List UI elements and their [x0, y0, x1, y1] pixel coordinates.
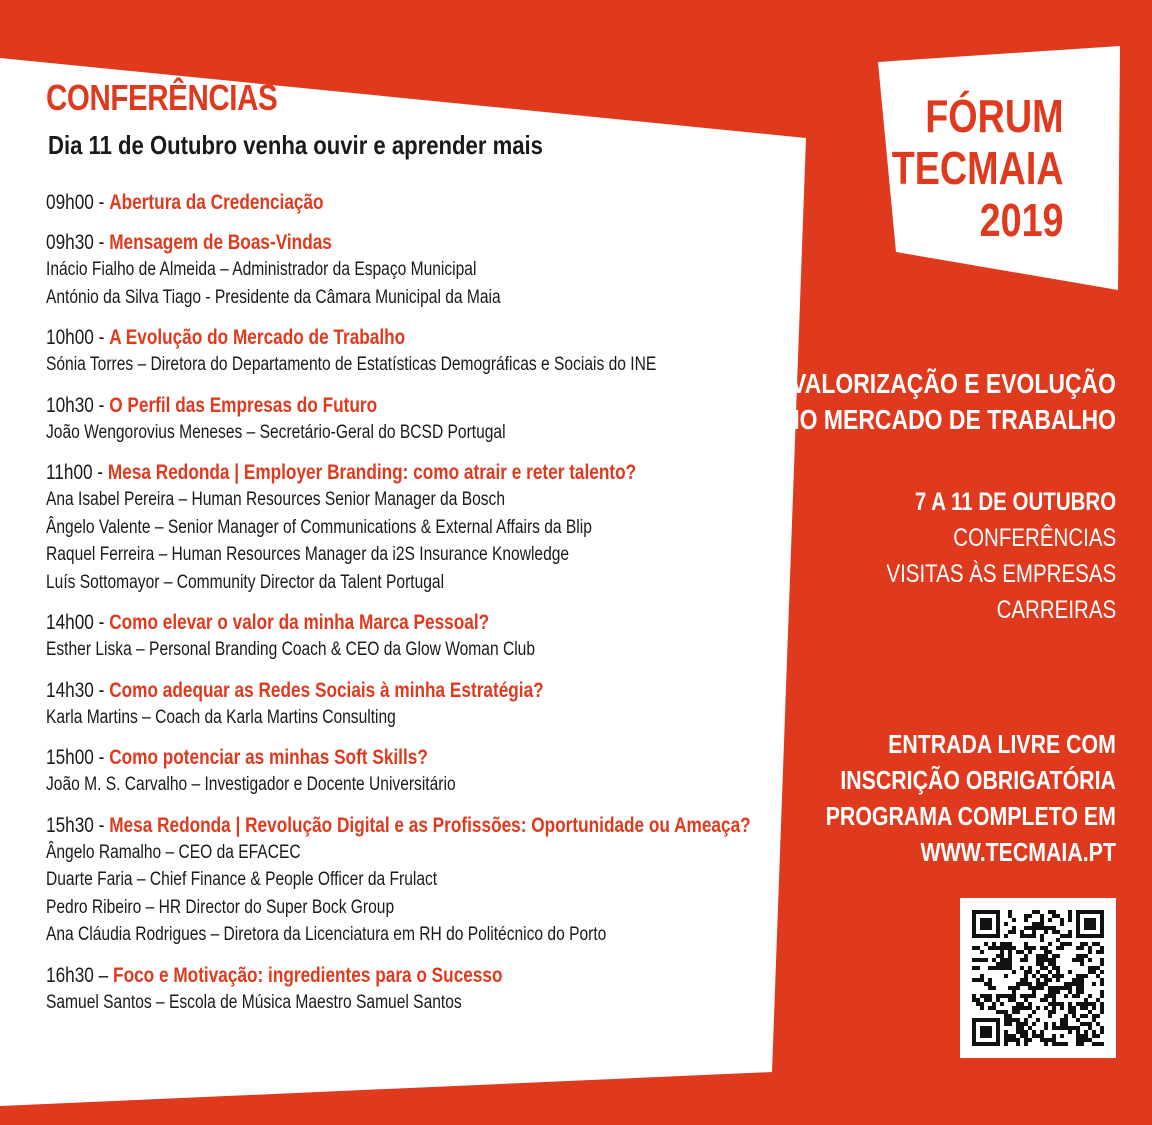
forum-title-line-2: TECMAIA: [892, 142, 1064, 194]
session-title: Mesa Redonda | Employer Branding: como atrair e reter talento?: [107, 461, 637, 484]
session-item: [46, 813, 806, 949]
theme-line-2: NO MERCADO DE TRABALHO: [783, 404, 1116, 435]
session-speaker: António da Silva Tiago - Presidente da Câmara Municipal da Maia: [46, 286, 501, 308]
session-title: Mensagem de Boas-Vindas: [109, 231, 332, 254]
session-heading: [46, 678, 669, 704]
session-time: 16h30: [46, 963, 94, 987]
dates-item-conferences: CONFERÊNCIAS: [953, 524, 1116, 552]
session-time: 10h00: [46, 326, 94, 349]
session-title: Abertura da Credenciação: [109, 191, 324, 214]
session-item: [46, 963, 806, 1017]
theme-line-1: VALORIZAÇÃO E EVOLUÇÃO: [791, 368, 1116, 399]
session-item: [46, 190, 806, 216]
session-speaker: Esther Liska – Personal Branding Coach & CEO da Glow Woman Club: [46, 639, 536, 660]
entry-line-2: INSCRIÇÃO OBRIGATÓRIA: [840, 765, 1116, 795]
session-separator: -: [93, 191, 110, 214]
dates-block: [886, 484, 1116, 628]
forum-title-line-3: 2019: [980, 194, 1064, 246]
session-separator: -: [93, 813, 110, 837]
session-separator: –: [93, 963, 114, 987]
entry-block: [826, 726, 1116, 870]
session-heading: [46, 460, 669, 486]
session-title: A Evolução do Mercado de Trabalho: [109, 326, 406, 349]
session-separator: -: [93, 611, 110, 634]
session-speaker: Luís Sottomayor – Community Director da Talent Portugal: [46, 571, 445, 593]
session-time: 10h30: [46, 393, 94, 417]
session-separator: -: [93, 231, 110, 254]
entry-line-3: PROGRAMA COMPLETO EM: [825, 801, 1116, 831]
session-item: [46, 678, 806, 732]
qr-code-icon[interactable]: [960, 898, 1116, 1058]
session-heading: [46, 963, 669, 989]
website-link[interactable]: WWW.TECMAIA.PT: [920, 837, 1116, 867]
session-time: 15h00: [46, 746, 94, 769]
session-separator: -: [93, 746, 110, 769]
session-separator: -: [92, 461, 108, 484]
session-title: O Perfil das Empresas do Futuro: [109, 393, 378, 417]
session-item: [46, 610, 806, 664]
session-heading: [46, 813, 751, 839]
session-heading: [46, 393, 669, 419]
theme-block: [783, 366, 1116, 438]
session-item: [46, 460, 806, 596]
session-heading: [46, 745, 669, 771]
session-speaker: João Wengorovius Meneses – Secretário-Geral do BCSD Portugal: [46, 421, 506, 443]
session-time: 14h00: [46, 611, 94, 634]
session-speaker: Inácio Fialho de Almeida – Administrador da Espaço Municipal: [46, 259, 477, 280]
session-speaker: Samuel Santos – Escola de Música Maestro Samuel Santos: [46, 991, 462, 1013]
session-time: 14h30: [46, 678, 94, 702]
session-speaker: Ângelo Valente – Senior Manager of Communications & External Affairs da Blip: [46, 516, 592, 538]
session-heading: [46, 190, 669, 216]
session-item: [46, 325, 806, 379]
session-heading: [46, 230, 669, 256]
dates-main: 7 A 11 DE OUTUBRO: [914, 488, 1116, 516]
session-item: [46, 393, 806, 447]
session-heading: [46, 610, 669, 636]
conference-header: [46, 78, 806, 160]
session-time: 09h30: [46, 231, 94, 254]
session-speaker: Sónia Torres – Diretora do Departamento de Estatísticas Demográficas e Sociais do INE: [46, 354, 657, 375]
page-subtitle: Dia 11 de Outubro venha ouvir e aprender mais: [48, 130, 543, 160]
session-separator: -: [93, 326, 110, 349]
session-title: Como elevar o valor da minha Marca Pessoal?: [109, 611, 490, 634]
session-item: [46, 745, 806, 799]
session-title: Como potenciar as minhas Soft Skills?: [109, 746, 428, 769]
session-time: 09h00: [46, 191, 94, 214]
forum-title-line-1: FÓRUM: [925, 90, 1064, 142]
session-title: Como adequar as Redes Sociais à minha Estratégia?: [109, 678, 544, 702]
dates-item-careers: CARREIRAS: [996, 596, 1116, 624]
session-speaker: João M. S. Carvalho – Investigador e Docente Universitário: [46, 774, 456, 795]
session-heading: [46, 325, 669, 351]
qr-code-graphic: [972, 910, 1104, 1046]
session-speaker: Ana Cláudia Rodrigues – Diretora da Licenciatura em RH do Politécnico do Porto: [46, 924, 607, 945]
session-speaker: Raquel Ferreira – Human Resources Manager da i2S Insurance Knowledge: [46, 544, 570, 565]
dates-item-company-visits: VISITAS ÀS EMPRESAS: [886, 560, 1116, 588]
session-time: 11h00: [46, 461, 93, 484]
session-list: [46, 190, 806, 1030]
session-separator: -: [93, 678, 110, 702]
page-title: CONFERÊNCIAS: [46, 77, 278, 118]
session-title: Foco e Motivação: ingredientes para o Sucesso: [113, 963, 503, 987]
session-item: [46, 230, 806, 311]
session-speaker: Pedro Ribeiro – HR Director do Super Bock Group: [46, 896, 395, 918]
session-speaker: Duarte Faria – Chief Finance & People Officer da Frulact: [46, 869, 438, 890]
session-speaker: Karla Martins – Coach da Karla Martins Consulting: [46, 706, 396, 728]
session-speaker: Ângelo Ramalho – CEO da EFACEC: [46, 841, 301, 863]
session-title: Mesa Redonda | Revolução Digital e as Profissões: Oportunidade ou Ameaça?: [109, 813, 751, 837]
session-speaker: Ana Isabel Pereira – Human Resources Senior Manager da Bosch: [46, 489, 505, 510]
forum-title: [892, 90, 1064, 246]
session-separator: -: [93, 393, 110, 417]
session-time: 15h30: [46, 813, 94, 837]
entry-line-1: ENTRADA LIVRE COM: [888, 729, 1116, 759]
